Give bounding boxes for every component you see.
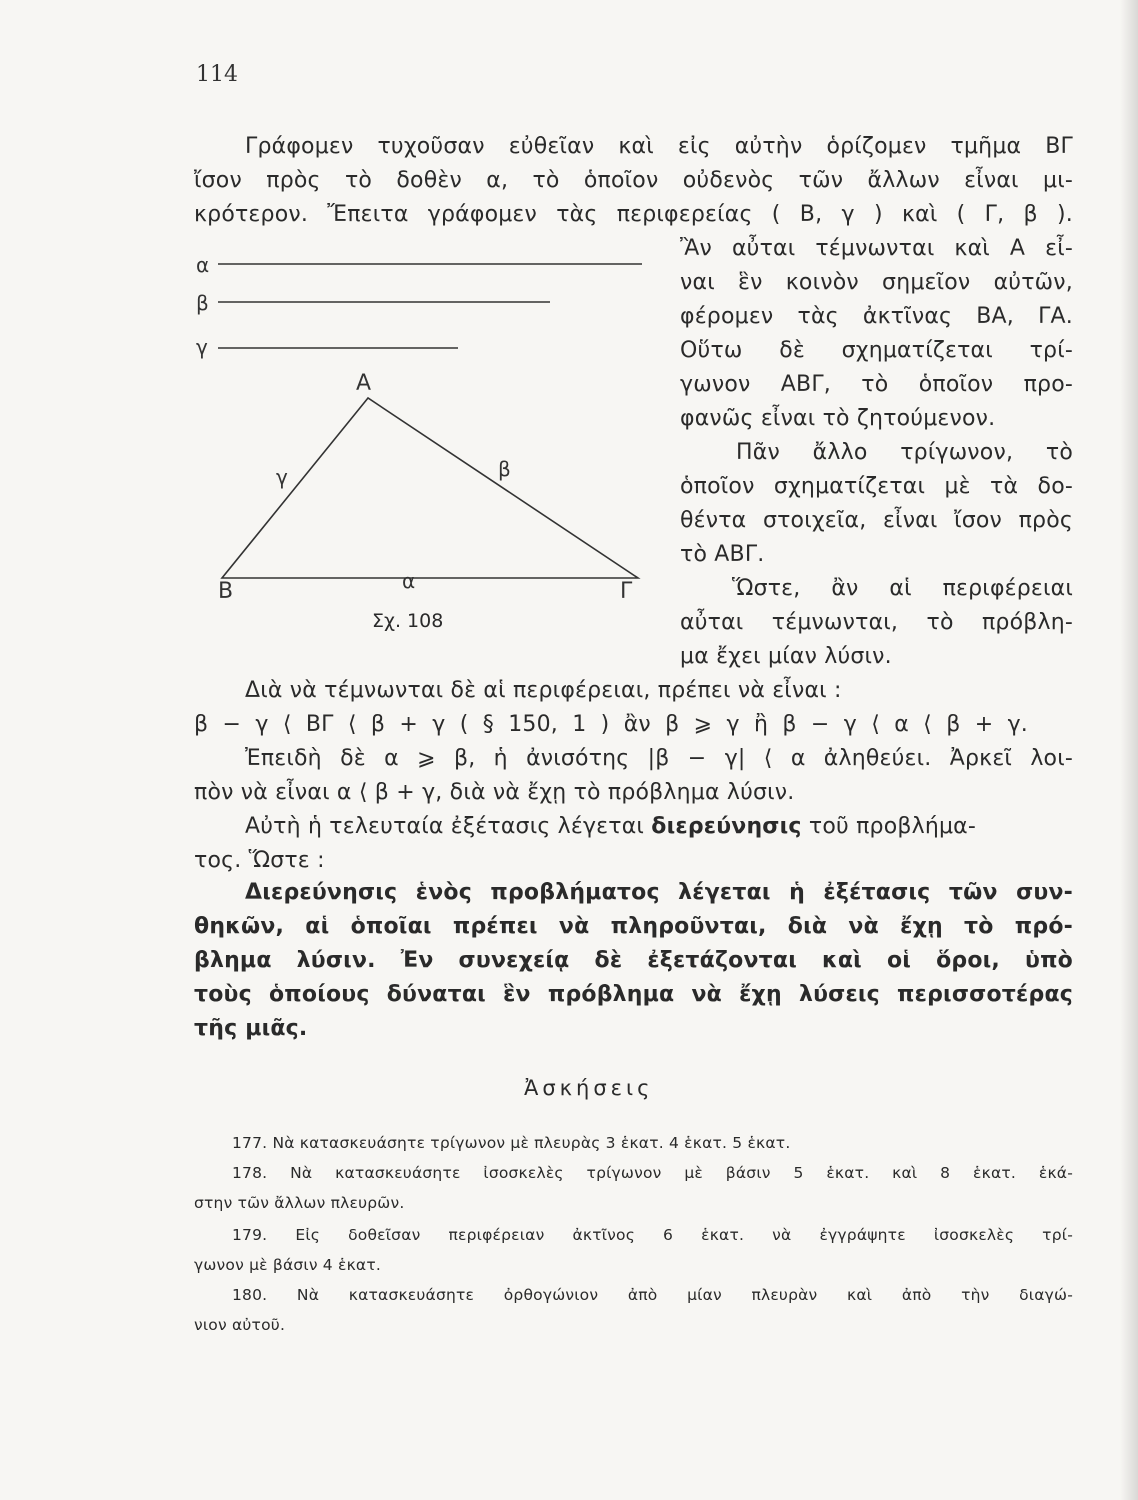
side-line-7: Πᾶν ἄλλο τρίγωνον, τὸ bbox=[736, 440, 1073, 465]
definition-line-5: τῆς μιᾶς. bbox=[194, 1016, 308, 1041]
vertex-label-b: Β bbox=[218, 579, 234, 604]
side-line-11: Ὥστε, ἂν αἱ περιφέρειαι bbox=[732, 576, 1073, 601]
exercise-line-3: στην τῶν ἄλλων πλευρῶν. bbox=[194, 1194, 405, 1212]
vertex-label-g: Γ bbox=[620, 579, 633, 604]
side-line-12: αὖται τέμνωνται, τὸ πρόβλη- bbox=[680, 610, 1073, 635]
intro-line-2: ἴσον πρὸς τὸ δοθὲν α, τὸ ὁποῖον οὐδενὸς τῶν ἄλλων εἶναι μι- bbox=[194, 168, 1073, 193]
term-dierevnisis: διερεύνησις bbox=[651, 814, 802, 839]
exercise-line-2: 178. Νὰ κατασκευάσητε ἰσοσκελὲς τρίγωνον μὲ βάσιν 5 ἑκατ. καὶ 8 ἑκατ. ἑκά- bbox=[232, 1164, 1073, 1182]
binding-shadow bbox=[1120, 0, 1138, 1500]
side-label-alpha: α bbox=[402, 569, 416, 593]
body-line-5 bbox=[245, 814, 976, 839]
exercise-line-6: 180. Νὰ κατασκευάσητε ὀρθογώνιον ἀπὸ μίαν πλευρὰν καὶ ἀπὸ τὴν διαγώ- bbox=[232, 1286, 1073, 1304]
segment-label-alpha: α bbox=[196, 253, 210, 277]
body-line-4: πὸν νὰ εἶναι α ⟨ β + γ, διὰ νὰ ἔχῃ τὸ πρόβλημα λύσιν. bbox=[194, 780, 795, 805]
side-line-8: ὁποῖον σχηματίζεται μὲ τὰ δο- bbox=[680, 474, 1073, 499]
vertex-label-a: Α bbox=[356, 371, 372, 396]
side-line-6: φανῶς εἶναι τὸ ζητούμενον. bbox=[680, 406, 996, 431]
body-line-5-end: τοῦ προβλήμα- bbox=[808, 814, 977, 839]
segment-label-gamma: γ bbox=[196, 335, 208, 359]
side-label-gamma: γ bbox=[276, 465, 288, 489]
exercise-line-1: 177. Νὰ κατασκευάσητε τρίγωνον μὲ πλευρὰς 3 ἑκατ. 4 ἑκατ. 5 ἑκατ. bbox=[232, 1134, 791, 1152]
figure-caption: Σχ. 108 bbox=[372, 610, 444, 632]
side-line-2: ναι ἓν κοινὸν σημεῖον αὐτῶν, bbox=[680, 270, 1073, 295]
side-line-13: μα ἔχει μίαν λύσιν. bbox=[680, 644, 892, 669]
side-line-5: γωνον ΑΒΓ, τὸ ὁποῖον προ- bbox=[680, 372, 1073, 397]
side-line-4: Οὕτω δὲ σχηματίζεται τρί- bbox=[680, 338, 1073, 363]
side-line-3: φέρομεν τὰς ἀκτῖνας ΒΑ, ΓΑ. bbox=[680, 304, 1073, 329]
definition-line-3: βλημα λύσιν. Ἐν συνεχείᾳ δὲ ἐξετάζονται καὶ οἱ ὅροι, ὑπὸ bbox=[194, 948, 1073, 973]
definition-line-2: θηκῶν, αἱ ὁποῖαι πρέπει νὰ πληροῦνται, διὰ νὰ ἔχῃ τὸ πρό- bbox=[194, 914, 1073, 939]
side-line-1: Ἂν αὖται τέμνωνται καὶ Α εἶ- bbox=[680, 236, 1073, 261]
side-label-beta: β bbox=[498, 457, 511, 481]
page-number: 114 bbox=[196, 62, 238, 87]
exercise-line-4: 179. Εἰς δοθεῖσαν περιφέρειαν ἀκτῖνος 6 ἑκατ. νὰ ἐγγράψητε ἰσοσκελὲς τρί- bbox=[232, 1226, 1073, 1244]
definition-line-4: τοὺς ὁποίους δύναται ἓν πρόβλημα νὰ ἔχῃ λύσεις περισσοτέρας bbox=[194, 982, 1073, 1007]
side-line-10: τὸ ΑΒΓ. bbox=[680, 542, 765, 567]
intro-line-3: κρότερον. Ἔπειτα γράφομεν τὰς περιφερείας ( Β, γ ) καὶ ( Γ, β ). bbox=[194, 202, 1073, 227]
body-line-2: β − γ ⟨ ΒΓ ⟨ β + γ ( § 150, 1 ) ἂν β ⩾ γ ἢ β − γ ⟨ α ⟨ β + γ. bbox=[194, 712, 1028, 737]
segment-label-beta: β bbox=[196, 291, 209, 315]
triangle-figure bbox=[190, 240, 660, 610]
exercise-line-5: γωνον μὲ βάσιν 4 ἑκατ. bbox=[194, 1256, 381, 1274]
side-line-9: θέντα στοιχεῖα, εἶναι ἴσον πρὸς bbox=[680, 508, 1073, 533]
body-line-1: Διὰ νὰ τέμνωνται δὲ αἱ περιφέρειαι, πρέπει νὰ εἶναι : bbox=[245, 678, 842, 703]
body-line-3: Ἐπειδὴ δὲ α ⩾ β, ἡ ἀνισότης |β − γ| ⟨ α ἀληθεύει. Ἀρκεῖ λοι- bbox=[245, 746, 1073, 771]
body-line-5-text: Αὐτὴ ἡ τελευταία ἐξέτασις λέγεται bbox=[245, 814, 645, 839]
intro-line-1: Γράφομεν τυχοῦσαν εὐθεῖαν καὶ εἰς αὐτὴν ὁρίζομεν τμῆμα ΒΓ bbox=[245, 134, 1073, 159]
exercises-heading: Ἀσκήσεις bbox=[524, 1076, 654, 1100]
definition-line-1: Διερεύνησις ἑνὸς προβλήματος λέγεται ἡ ἐξέτασις τῶν συν- bbox=[245, 880, 1073, 905]
body-line-6: τος. Ὥστε : bbox=[194, 848, 325, 873]
exercise-line-7: νιον αὐτοῦ. bbox=[194, 1316, 286, 1334]
